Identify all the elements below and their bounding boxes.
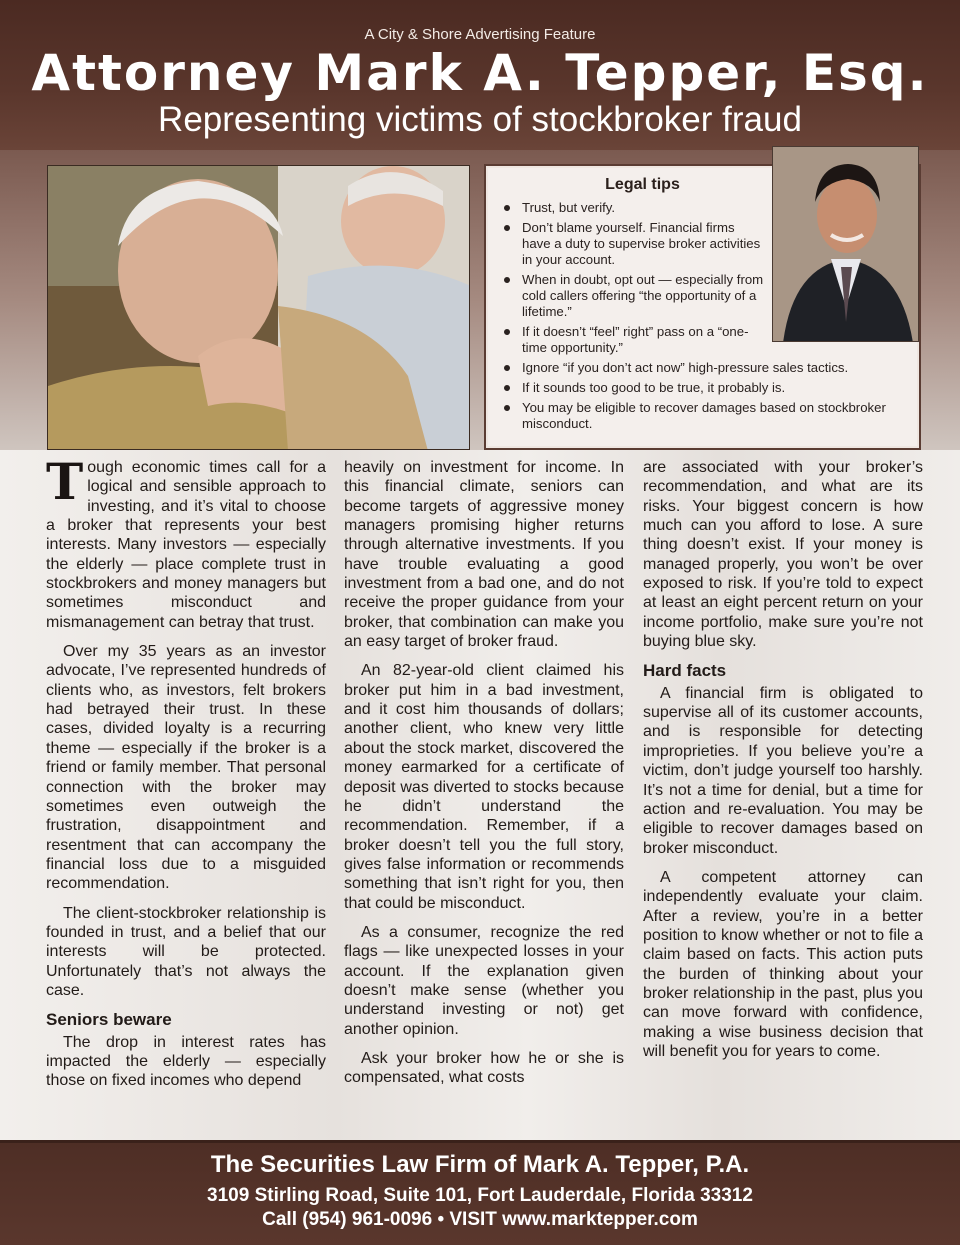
tip-item: Trust, but verify. [500,200,765,216]
article-paragraph: A competent attorney can independently evaluate your claim. After a review, you’re in a better position to know whether or not to file a claim based on facts. This action puts the burden of thinking about your broker relationship in the past, plus you can move forward with confidence, making a wise business decision that will benefit you for years to come. [643,868,923,1060]
legal-tips-title: Legal tips [605,176,680,193]
tip-item: If it sounds too good to be true, it probably is. [500,380,905,396]
article-paragraph: The drop in interest rates has impacted the elderly — especially those on fixed incomes who depend [46,1033,326,1090]
article-paragraph: As a consumer, recognize the red flags — like unexpected losses in your account. If the explanation given doesn’t make sense (whether you understand investing or not) get another opinion. [344,923,624,1038]
article-paragraph: Over my 35 years as an investor advocate, I’ve represented hundreds of clients who, as investors, felt brokers had betrayed their trust. In these cases, divided loyalty is a recurring theme — especially if the broker is a friend or family member. That personal connection with the broker may sometimes even outweigh the frustration, disappointment and resentment that can accompany the financial loss due to a misguided recommendation. [46,643,326,893]
article-paragraph: A financial firm is obligated to supervise all of its customer accounts, and is responsible for detecting improprieties. If you believe you’re a victim, don’t judge yourself too harshly. It’s not a time for denial, but a time for action and re-evaluation. You may be eligible to recover damages based on broker misconduct. [643,684,923,857]
elderly-couple-illustration [48,166,470,450]
feature-line: A City & Shore Advertising Feature [364,26,596,43]
firm-contact: Call (954) 961-0096 • VISIT www.marktepper.com [262,1209,698,1230]
article-column-1 [46,452,326,1101]
footer-banner [0,1140,960,1245]
header-banner [0,0,960,150]
article-paragraph: Ask your broker how he or she is compensated, what costs [344,1049,624,1087]
page-title: Attorney Mark A. Tepper, Esq. [31,44,929,102]
section-heading: Seniors beware [46,1010,172,1030]
paragraph-text: ough economic times call for a logical and sensible approach to investing, and it’s vital to choose a broker that represents your best interests. Many investors — especially the elderly — place complete trust in stockbrokers and money managers but sometimes misconduct and mismanagement can betray that trust. [46,459,326,631]
article-column-3 [643,458,923,1071]
attorney-portrait-illustration [773,147,919,342]
article-paragraph: An 82-year-old client claimed his broker put him in a bad investment, and it cost him thousands of dollars; another client, who knew very little about the stock market, discovered the money earmarked for a certificate of deposit was diverted to stocks because he didn’t understand the recommendation. Remember, if a broker doesn’t tell you the full story, gives false information or recommends something that isn’t right for you, then that could be misconduct. [344,662,624,912]
article-paragraph: are associated with your broker’s recommendation, and what are its risks. Your biggest concern is how much can you afford to lose. A sure thing doesn’t exist. If your money is managed properly, you won’t be over exposed to risk. If you’re told to expect at least an eight percent return on your income portfolio, make sure you’re not buying blue sky. [643,459,923,651]
tip-item: Don’t blame yourself. Financial firms have a duty to supervise broker activities in your account. [500,220,765,268]
elderly-couple-photo [47,165,470,450]
article-column-2 [344,458,624,1098]
firm-name: The Securities Law Firm of Mark A. Tepper, P.A. [210,1151,750,1178]
drop-cap: T [46,452,84,511]
article-paragraph: The client-stockbroker relationship is founded in trust, and a belief that our interests will be protected. Unfortunately that’s not always the case. [46,904,326,999]
article-paragraph: heavily on investment for income. In this financial climate, seniors can become targets of aggressive money managers promising higher returns through alternative investments. If you have trouble evaluating a good investment from a bad one, and do not receive the proper guidance from your broker, that combination can make you an easy target of broker fraud. [344,459,624,651]
section-heading: Hard facts [643,661,727,681]
tip-item: You may be eligible to recover damages based on stockbroker misconduct. [500,400,905,432]
article-paragraph [46,452,326,632]
tip-item: If it doesn’t “feel” right” pass on a “one-time opportunity.” [500,324,765,356]
tip-item: When in doubt, opt out — especially from cold callers offering “the opportunity of a lifetime.” [500,272,765,320]
page-subtitle: Representing victims of stockbroker fraud [158,100,802,139]
attorney-portrait [772,146,919,342]
tip-item: Ignore “if you don’t act now” high-pressure sales tactics. [500,360,905,376]
firm-address: 3109 Stirling Road, Suite 101, Fort Lauderdale, Florida 33312 [207,1185,753,1206]
